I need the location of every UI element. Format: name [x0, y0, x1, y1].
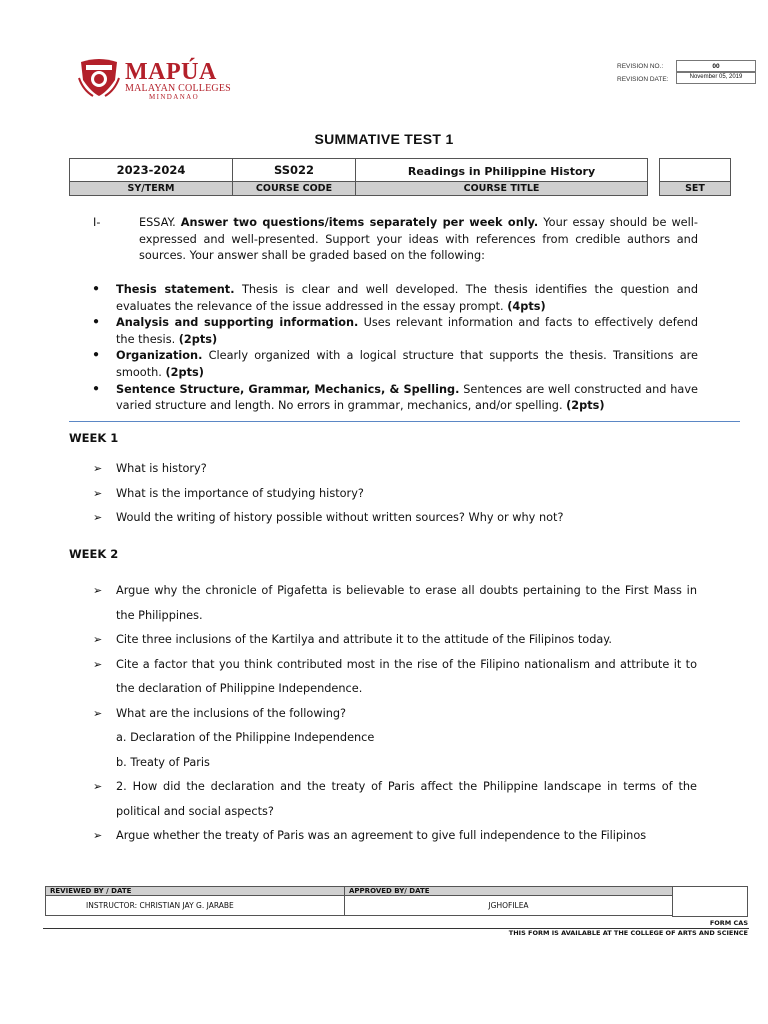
seal-icon	[77, 58, 121, 98]
bullet-icon: ●	[93, 283, 100, 294]
week2-question: Argue why the chronicle of Pigafetta is believable to erase all doubts pertaining to the First Mass in	[116, 584, 697, 597]
week2-question: What are the inclusions of the following?	[116, 707, 347, 720]
week2-question-continued: the Philippines.	[116, 609, 203, 622]
criterion-points: (2pts)	[566, 399, 605, 413]
arrow-bullet-icon: ➢	[93, 488, 103, 500]
form-code: FORM CAS	[709, 919, 748, 927]
week1-question: What is history?	[116, 462, 207, 475]
week1-heading: WEEK 1	[69, 431, 119, 445]
criterion-text: Sentences are well constructed and have varied structure and length. No errors in grammar, mechanics, and/or spelling.	[116, 382, 698, 413]
revision-no-value: 00	[676, 60, 756, 73]
revision-date-value: November 05, 2019	[676, 71, 756, 84]
arrow-bullet-icon: ➢	[93, 463, 103, 475]
course-title-value: Readings in Philippine History	[355, 158, 648, 182]
arrow-bullet-icon: ➢	[93, 512, 103, 524]
bullet-icon: ●	[93, 316, 100, 328]
arrow-bullet-icon: ➢	[93, 585, 103, 597]
form-availability-note: THIS FORM IS AVAILABLE AT THE COLLEGE OF ARTS AND SCIENCE	[508, 929, 748, 937]
criteria-list	[93, 282, 698, 415]
arrow-bullet-icon: ➢	[93, 830, 103, 842]
week2-heading: WEEK 2	[69, 547, 119, 561]
section-number: I-	[93, 216, 101, 229]
page-title: SUMMATIVE TEST 1	[314, 131, 454, 147]
instructions-lead: ESSAY.	[139, 216, 176, 229]
approved-by-value: JGHOFILEA	[344, 895, 673, 916]
mapua-logo	[77, 58, 237, 101]
criterion-title: Thesis statement.	[116, 283, 235, 296]
logo-name: MAPÚA	[125, 59, 217, 85]
criterion-points: (2pts)	[165, 365, 204, 379]
revision-date-label: REVISION DATE:	[617, 76, 669, 83]
week1-question: What is the importance of studying history?	[116, 487, 364, 500]
logo-subtitle: MALAYAN COLLEGES	[125, 83, 231, 94]
bullet-icon: ●	[93, 349, 100, 361]
week1-question: Would the writing of history possible without written sources? Why or why not?	[116, 511, 564, 524]
week2-subitem: b. Treaty of Paris	[116, 756, 210, 769]
week2-question: Cite a factor that you think contributed most in the rise of the Filipino nationalism and attribute it to	[116, 658, 697, 671]
course-title-header: COURSE TITLE	[355, 181, 648, 196]
approved-by-label: APPROVED BY/ DATE	[344, 886, 673, 896]
week2-question: Cite three inclusions of the Kartilya and attribute it to the attitude of the Filipinos today.	[116, 633, 612, 646]
criterion-points: (2pts)	[178, 332, 218, 346]
criterion-item	[93, 348, 698, 381]
week2-question: Argue whether the treaty of Paris was an agreement to give full independence to the Filipinos	[116, 829, 647, 842]
bullet-icon: ●	[93, 382, 100, 394]
reviewed-by-label: REVIEWED BY / DATE	[45, 886, 345, 896]
criterion-text: Clearly organized with a logical structure that supports the thesis. Transitions are smooth.	[116, 349, 698, 379]
week2-question: 2. How did the declaration and the treaty of Paris affect the Philippine landscape in terms of the	[116, 780, 697, 793]
week2-question-continued: the declaration of Philippine Independence.	[116, 682, 363, 695]
criterion-title: Sentence Structure, Grammar, Mechanics, & Spelling.	[116, 382, 460, 396]
criterion-text: Thesis is clear and well developed. The thesis identifies the question and evaluates the relevance of the issue addressed in the essay prompt.	[116, 283, 699, 313]
instructions-text: Your essay should be well-expressed and well-presented. Support your ideas with references from credible authors and sources. Your answer shall be graded based on the following:	[139, 216, 698, 263]
criterion-title: Organization.	[116, 349, 203, 363]
arrow-bullet-icon: ➢	[93, 708, 103, 720]
arrow-bullet-icon: ➢	[93, 659, 103, 671]
footer-blank-cell	[672, 886, 748, 917]
sy-term-value: 2023-2024	[69, 158, 233, 182]
instructions-paragraph	[139, 215, 698, 265]
criterion-points: (4pts)	[507, 299, 546, 313]
course-code-header: COURSE CODE	[232, 181, 356, 196]
divider	[69, 421, 740, 422]
criterion-title: Analysis and supporting information.	[116, 316, 359, 330]
set-value	[659, 158, 731, 182]
arrow-bullet-icon: ➢	[93, 634, 103, 646]
arrow-bullet-icon: ➢	[93, 781, 103, 793]
criterion-item	[93, 315, 698, 348]
criterion-text: Uses relevant information and facts to effectively defend the thesis.	[116, 316, 698, 346]
week2-subitem: a. Declaration of the Philippine Independence	[116, 731, 375, 744]
week2-question-continued: political and social aspects?	[116, 805, 274, 818]
logo-campus: MINDANAO	[149, 93, 200, 101]
reviewed-by-value: INSTRUCTOR: CHRISTIAN JAY G. JARABE	[45, 895, 345, 916]
set-header: SET	[659, 181, 731, 196]
criterion-item	[93, 282, 698, 315]
course-code-value: SS022	[232, 158, 356, 182]
sy-term-header: SY/TERM	[69, 181, 233, 196]
revision-no-label: REVISION NO.:	[617, 63, 664, 70]
criterion-item	[93, 382, 698, 415]
instructions-bold: Answer two questions/items separately per week only.	[180, 216, 539, 229]
